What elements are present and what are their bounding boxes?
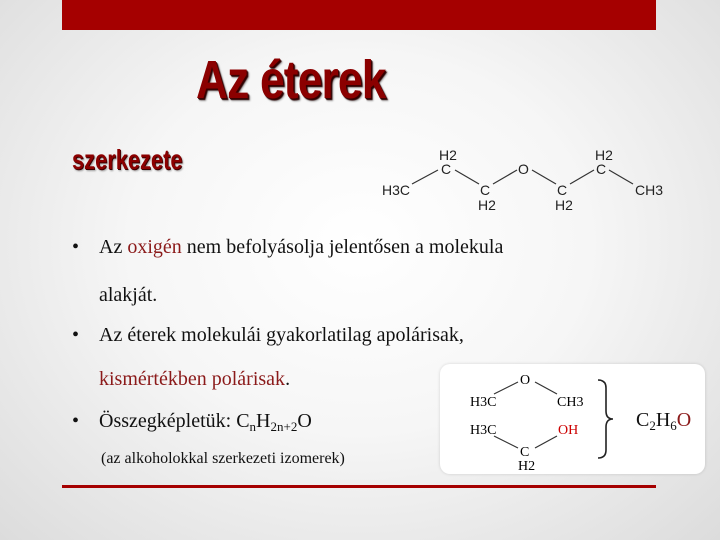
struct1-ch3-left: H3C bbox=[382, 182, 411, 198]
struct1-h2-c: H2 bbox=[555, 197, 573, 213]
bottom-divider bbox=[62, 485, 656, 488]
bullet-dot: • bbox=[72, 410, 80, 432]
general-formula: Összegképletük: $C_nH_{2n+2}O$ bbox=[99, 410, 312, 434]
slide-subtitle: szerkezete bbox=[72, 144, 183, 175]
bullet-2-continuation: kismértékben polárisak. bbox=[99, 368, 291, 390]
top-accent-bar bbox=[62, 0, 656, 30]
ether-ch3-right: CH3 bbox=[557, 395, 584, 410]
slide-title: Az éterek bbox=[196, 50, 386, 110]
struct1-c-a: C bbox=[441, 161, 452, 177]
struct1-h2-a: H2 bbox=[439, 147, 457, 163]
ether-oxygen: O bbox=[520, 373, 531, 388]
oxygen-word: oxigén bbox=[127, 236, 182, 258]
struct1-c-b: C bbox=[480, 182, 491, 198]
bullet-1 bbox=[72, 234, 632, 260]
bullet-dot: • bbox=[72, 324, 80, 346]
alcohol-h2: H2 bbox=[518, 459, 536, 474]
bullet-1-text: Az oxigén nem befolyásolja jelentősen a molekula bbox=[99, 236, 504, 258]
struct1-c-d: C bbox=[596, 161, 607, 177]
struct1-ch3-right: CH3 bbox=[635, 182, 664, 198]
bullet-2-text: Az éterek molekulái gyakorlatilag apolárisak, bbox=[99, 324, 464, 346]
alcohol-ch3: H3C bbox=[470, 423, 497, 438]
alcohol-carbon: C bbox=[520, 445, 530, 460]
struct1-oxygen: O bbox=[518, 161, 529, 177]
isomer-note: (az alkoholokkal szerkezeti izomerek) bbox=[101, 450, 345, 467]
bullet-dot: • bbox=[72, 236, 80, 258]
bullet-3 bbox=[72, 408, 432, 434]
ethanol-dme-formula: $C_2H_6O$ bbox=[636, 409, 692, 433]
bullet-1-continuation: alakját. bbox=[99, 284, 158, 306]
ether-ch3-left: H3C bbox=[470, 395, 497, 410]
struct1-h2-b: H2 bbox=[478, 197, 496, 213]
alcohol-hydroxyl: OH bbox=[558, 423, 579, 438]
bullet-2 bbox=[72, 322, 632, 348]
struct1-c-c: C bbox=[557, 182, 568, 198]
isomer-brace bbox=[596, 378, 616, 460]
struct1-h2-d: H2 bbox=[595, 147, 613, 163]
diethyl-ether-structure bbox=[380, 138, 680, 218]
